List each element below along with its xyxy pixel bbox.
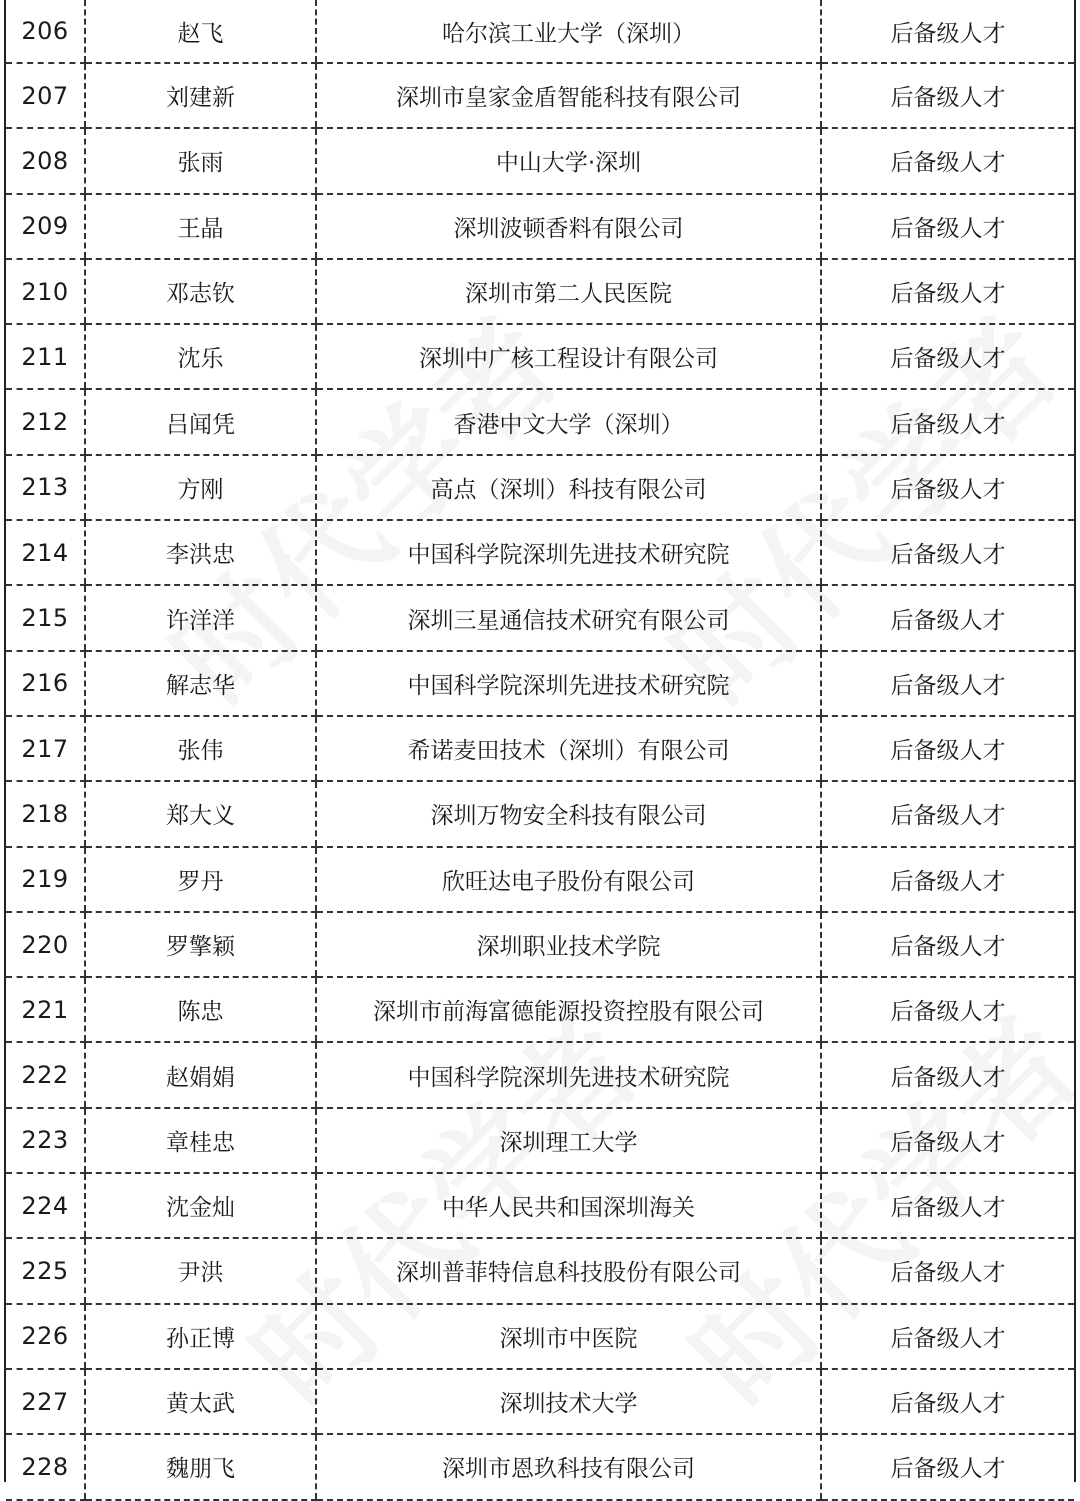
table-row — [6, 651, 1074, 716]
organization: 深圳市皇家金盾智能科技有限公司 — [316, 63, 821, 128]
table-row — [6, 1434, 1074, 1499]
talent-level: 后备级人才 — [821, 847, 1074, 912]
row-number: 219 — [6, 847, 85, 912]
person-name: 赵娟娟 — [85, 1042, 316, 1107]
organization: 中国科学院深圳先进技术研究院 — [316, 520, 821, 585]
talent-level: 后备级人才 — [821, 651, 1074, 716]
row-number: 222 — [6, 1042, 85, 1107]
person-name: 刘建新 — [85, 63, 316, 128]
person-name: 郑大义 — [85, 781, 316, 846]
talent-level: 后备级人才 — [821, 1238, 1074, 1303]
table-row — [6, 128, 1074, 193]
talent-level: 后备级人才 — [821, 1042, 1074, 1107]
table-row — [6, 0, 1074, 63]
talent-level: 后备级人才 — [821, 0, 1074, 63]
talent-level: 后备级人才 — [821, 912, 1074, 977]
table-row — [6, 389, 1074, 454]
organization: 深圳市第二人民医院 — [316, 259, 821, 324]
organization: 中山大学·深圳 — [316, 128, 821, 193]
table-row — [6, 324, 1074, 389]
row-number: 212 — [6, 389, 85, 454]
row-number: 211 — [6, 324, 85, 389]
person-name: 黄太武 — [85, 1369, 316, 1434]
table-row — [6, 781, 1074, 846]
talent-level: 后备级人才 — [821, 1434, 1074, 1499]
organization: 深圳波顿香料有限公司 — [316, 194, 821, 259]
person-name: 李洪忠 — [85, 520, 316, 585]
row-number: 224 — [6, 1173, 85, 1238]
table-row — [6, 1238, 1074, 1303]
talent-level: 后备级人才 — [821, 324, 1074, 389]
organization: 中国科学院深圳先进技术研究院 — [316, 1042, 821, 1107]
organization: 深圳理工大学 — [316, 1108, 821, 1173]
talent-level: 后备级人才 — [821, 977, 1074, 1042]
table-body — [6, 0, 1074, 1500]
row-number: 208 — [6, 128, 85, 193]
row-number: 214 — [6, 520, 85, 585]
table-row — [6, 194, 1074, 259]
organization: 哈尔滨工业大学（深圳） — [316, 0, 821, 63]
organization: 深圳技术大学 — [316, 1369, 821, 1434]
table-row — [6, 977, 1074, 1042]
talent-level: 后备级人才 — [821, 455, 1074, 520]
person-name: 王晶 — [85, 194, 316, 259]
table-row — [6, 259, 1074, 324]
organization: 深圳三星通信技术研究有限公司 — [316, 585, 821, 650]
row-number: 218 — [6, 781, 85, 846]
organization: 希诺麦田技术（深圳）有限公司 — [316, 716, 821, 781]
talent-level: 后备级人才 — [821, 781, 1074, 846]
person-name: 魏朋飞 — [85, 1434, 316, 1499]
talent-table — [6, 0, 1074, 1501]
talent-list-table — [4, 0, 1076, 1482]
row-number: 213 — [6, 455, 85, 520]
table-row — [6, 1173, 1074, 1238]
table-row — [6, 585, 1074, 650]
table-row — [6, 1108, 1074, 1173]
table-row — [6, 912, 1074, 977]
talent-level: 后备级人才 — [821, 585, 1074, 650]
organization: 深圳中广核工程设计有限公司 — [316, 324, 821, 389]
row-number: 207 — [6, 63, 85, 128]
table-row — [6, 1042, 1074, 1107]
row-number: 227 — [6, 1369, 85, 1434]
row-number: 225 — [6, 1238, 85, 1303]
organization: 深圳职业技术学院 — [316, 912, 821, 977]
organization: 中华人民共和国深圳海关 — [316, 1173, 821, 1238]
row-number: 226 — [6, 1304, 85, 1369]
organization: 深圳市中医院 — [316, 1304, 821, 1369]
talent-level: 后备级人才 — [821, 389, 1074, 454]
row-number: 220 — [6, 912, 85, 977]
person-name: 张伟 — [85, 716, 316, 781]
organization: 深圳普菲特信息科技股份有限公司 — [316, 1238, 821, 1303]
table-row — [6, 1369, 1074, 1434]
talent-level: 后备级人才 — [821, 1304, 1074, 1369]
row-number: 221 — [6, 977, 85, 1042]
row-number: 217 — [6, 716, 85, 781]
talent-level: 后备级人才 — [821, 1369, 1074, 1434]
person-name: 吕闻凭 — [85, 389, 316, 454]
person-name: 罗丹 — [85, 847, 316, 912]
organization: 深圳市恩玖科技有限公司 — [316, 1434, 821, 1499]
person-name: 孙正博 — [85, 1304, 316, 1369]
person-name: 解志华 — [85, 651, 316, 716]
talent-level: 后备级人才 — [821, 128, 1074, 193]
person-name: 沈金灿 — [85, 1173, 316, 1238]
table-row — [6, 847, 1074, 912]
table-row — [6, 1304, 1074, 1369]
row-number: 223 — [6, 1108, 85, 1173]
person-name: 罗擎颖 — [85, 912, 316, 977]
row-number: 210 — [6, 259, 85, 324]
row-number: 215 — [6, 585, 85, 650]
talent-level: 后备级人才 — [821, 716, 1074, 781]
table-row — [6, 455, 1074, 520]
person-name: 张雨 — [85, 128, 316, 193]
person-name: 沈乐 — [85, 324, 316, 389]
organization: 深圳市前海富德能源投资控股有限公司 — [316, 977, 821, 1042]
talent-level: 后备级人才 — [821, 1108, 1074, 1173]
person-name: 许洋洋 — [85, 585, 316, 650]
organization: 深圳万物安全科技有限公司 — [316, 781, 821, 846]
person-name: 赵飞 — [85, 0, 316, 63]
organization: 中国科学院深圳先进技术研究院 — [316, 651, 821, 716]
table-row — [6, 520, 1074, 585]
person-name: 尹洪 — [85, 1238, 316, 1303]
table-row — [6, 716, 1074, 781]
organization: 香港中文大学（深圳） — [316, 389, 821, 454]
talent-level: 后备级人才 — [821, 194, 1074, 259]
person-name: 方刚 — [85, 455, 316, 520]
organization: 高点（深圳）科技有限公司 — [316, 455, 821, 520]
person-name: 章桂忠 — [85, 1108, 316, 1173]
person-name: 陈忠 — [85, 977, 316, 1042]
talent-level: 后备级人才 — [821, 1173, 1074, 1238]
talent-level: 后备级人才 — [821, 259, 1074, 324]
person-name: 邓志钦 — [85, 259, 316, 324]
organization: 欣旺达电子股份有限公司 — [316, 847, 821, 912]
row-number: 209 — [6, 194, 85, 259]
talent-level: 后备级人才 — [821, 63, 1074, 128]
row-number: 206 — [6, 0, 85, 63]
table-row — [6, 63, 1074, 128]
talent-level: 后备级人才 — [821, 520, 1074, 585]
row-number: 228 — [6, 1434, 85, 1499]
row-number: 216 — [6, 651, 85, 716]
